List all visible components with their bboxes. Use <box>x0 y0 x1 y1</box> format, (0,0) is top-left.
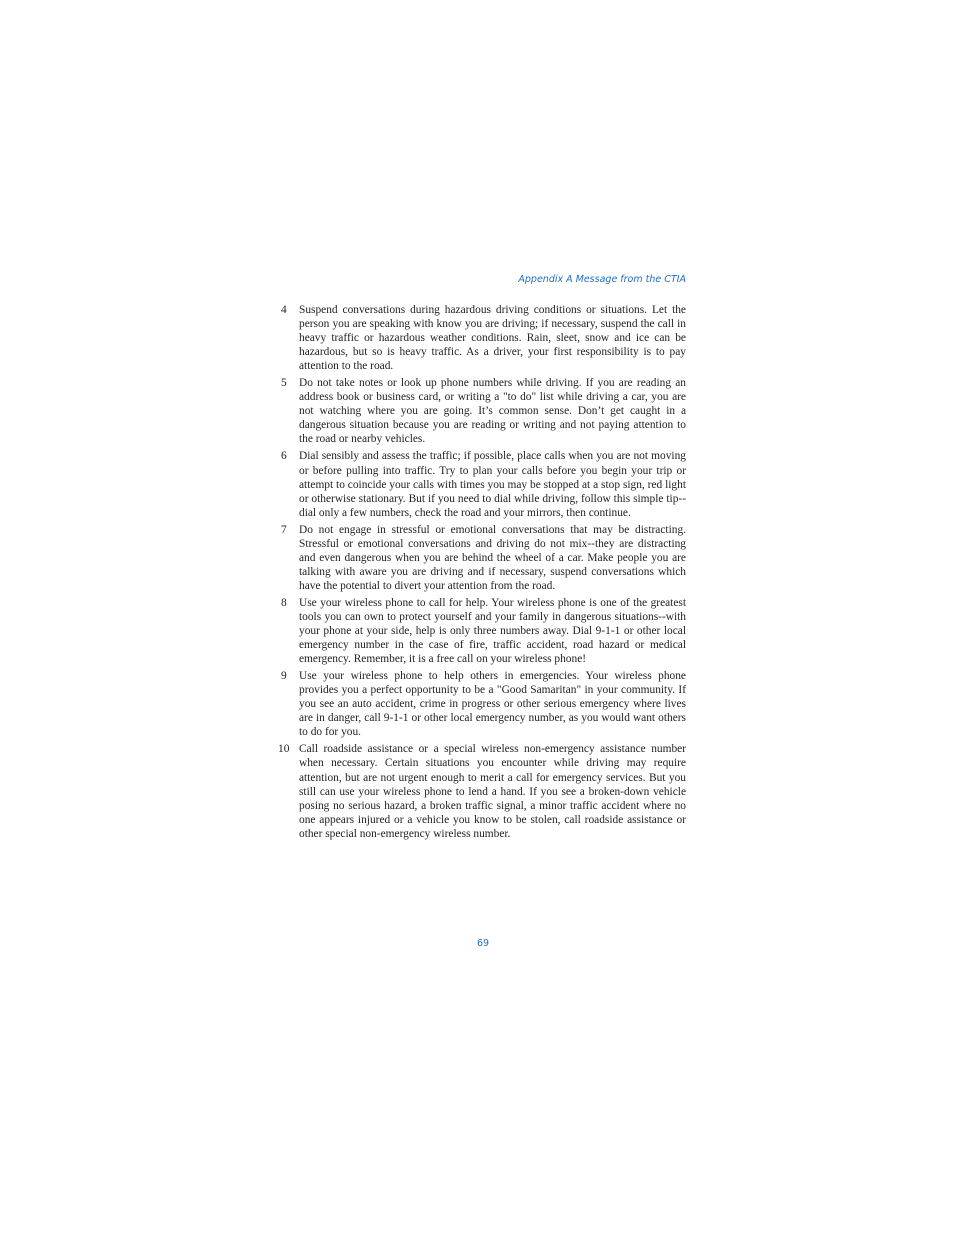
item-text: Use your wireless phone to call for help. Your wireless phone is one of the greatest tools you can own to protect yourself and your family in dangerous situations--with your phone at your side, help is only three numbers away. Dial 9-1-1 or other local emergency number in the case of fire, traffic accident, road hazard or medical emergency. Remember, it is a free call on your wireless phone! <box>299 596 686 666</box>
list-item <box>278 669 686 739</box>
item-number: 4 <box>281 304 287 316</box>
running-header: Appendix A Message from the CTIA <box>518 274 686 285</box>
list-item <box>278 303 686 373</box>
item-text: Use your wireless phone to help others in emergencies. Your wireless phone provides you a perfect opportunity to be a "Good Samaritan" in your community. If you see an auto accident, crime in progress or other serious emergency where lives are in danger, call 9-1-1 or other local emergency number, as you would want others to do for you. <box>299 670 686 739</box>
list-item <box>278 376 686 446</box>
numbered-list <box>278 303 686 844</box>
list-item <box>278 449 686 519</box>
item-text: Do not take notes or look up phone numbers while driving. If you are reading an address book or business card, or writing a "to do" list while driving a car, you are not watching where you are going. It’s common sense. Don’t get caught in a dangerous situation because you are reading or writing and not paying attention to the road or nearby vehicles. <box>299 377 686 446</box>
item-text: Dial sensibly and assess the traffic; if possible, place calls when you are not moving or before pulling into traffic. Try to plan your calls before you begin your trip or attempt to coincide your calls with times you may be stopped at a stop sign, red light or otherwise stationary. But if you need to dial while driving, follow this simple tip--dial only a few numbers, check the road and your mirrors, then continue. <box>299 450 686 519</box>
item-text: Suspend conversations during hazardous driving conditions or situations. Let the person you are speaking with know you are driving; if necessary, suspend the call in heavy traffic or hazardous weather conditions. Rain, sleet, snow and ice can be hazardous, but so is heavy traffic. As a driver, your first responsibility is to pay attention to the road. <box>299 304 686 373</box>
item-number: 8 <box>281 596 287 609</box>
item-number: 9 <box>281 670 287 683</box>
item-text: Do not engage in stressful or emotional conversations that may be distracting. Stressful or emotional conversations and driving do not mix--they are distracting and even dangerous when you are behind the wheel of a car. Make people you are talking with aware you are driving and if necessary, suspend conversations which have the potential to divert your attention from the road. <box>299 523 686 592</box>
list-item <box>278 596 686 666</box>
item-text: Call roadside assistance or a special wireless non-emergency assistance number when necessary. Certain situations you encounter while driving may require attention, but are not urgent enough to merit a call for emergency services. But you still can use your wireless phone to lend a hand. If you see a broken-down vehicle posing no serious hazard, a broken traffic signal, a minor traffic accident where no one appears injured or a vehicle you know to be stolen, call roadside assistance or other special non-emergency wireless number. <box>299 743 686 840</box>
item-number: 6 <box>281 450 287 463</box>
page-number: 69 <box>476 938 490 949</box>
item-number: 7 <box>281 523 287 536</box>
list-item <box>278 523 686 593</box>
list-item <box>278 742 686 840</box>
item-number: 10 <box>278 743 290 756</box>
item-number: 5 <box>281 377 287 390</box>
